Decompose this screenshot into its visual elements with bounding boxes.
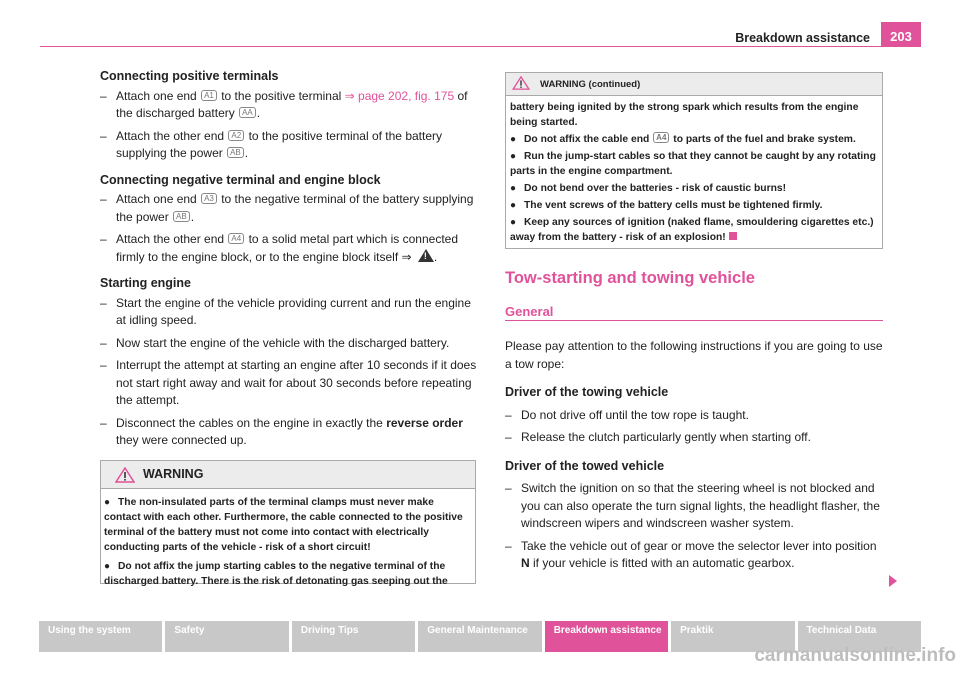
warning-header xyxy=(101,461,475,489)
step-text: . xyxy=(256,106,261,120)
marker-a4: A4 xyxy=(653,132,669,143)
subsection-rule xyxy=(505,320,883,321)
page-number xyxy=(881,22,921,47)
step-towed-2 xyxy=(505,538,883,573)
warning-title: WARNING xyxy=(143,467,204,481)
marker-a4: A4 xyxy=(228,233,244,244)
warning-bullet: ● The vent screws of the battery cells must be tightened firmly. xyxy=(510,200,823,211)
step-text: Attach the other end xyxy=(116,128,225,143)
step-towed-1: – Switch the ignition on so that the steering wheel is not blocked and you can also operate the turn signal lights, the headlight flasher, the windscreen wipers and windscreen washer system. xyxy=(505,480,883,533)
marker-ab: AB xyxy=(227,147,244,158)
footer-tab-technical-data[interactable]: Technical Data xyxy=(798,621,921,652)
step-emphasis: N xyxy=(521,556,530,570)
page-number-text: 203 xyxy=(890,29,912,44)
step-text: . xyxy=(190,209,195,224)
warning-text: Run the jump-start cables so that they cannot be caught by any rotating parts in the engine compartment. xyxy=(510,151,876,177)
footer-tab-general-maintenance[interactable]: General Maintenance xyxy=(418,621,541,652)
step-text: . xyxy=(433,249,438,264)
warning-text: Do not bend over the batteries - risk of caustic burns! xyxy=(524,183,787,194)
warning-bullet: ● Do not affix the cable end A4 to parts of the fuel and brake system. xyxy=(510,133,856,145)
warning-bullet: ● Do not affix the jump starting cables to the negative terminal of the discharged battery. There is the risk of detonating gas seeping out the xyxy=(104,561,448,587)
footer-tab-driving-tips[interactable]: Driving Tips xyxy=(292,621,415,652)
warning-continued-header xyxy=(506,73,882,96)
marker-a1: A1 xyxy=(201,90,217,101)
warning-continued-title: WARNING (continued) xyxy=(540,78,641,90)
marker-a2: A2 xyxy=(228,130,244,141)
heading-towed-driver: Driver of the towed vehicle xyxy=(505,458,665,473)
next-page-arrow-icon[interactable] xyxy=(889,575,897,587)
heading-starting-engine: Starting engine xyxy=(100,276,191,290)
warning-text: The non-insulated parts of the terminal clamps must never make contact with each other. Furthermore, the cable connected to the positive terminal of the battery must not come into contact with electrically conducting parts of the vehicle - risk of a short circuit! xyxy=(104,497,463,553)
step-emphasis: reverse order xyxy=(386,415,463,430)
warning-icon xyxy=(115,467,137,483)
marker-aa: AA xyxy=(239,107,256,118)
header-rule xyxy=(40,46,921,47)
arrow-icon: ⇒ xyxy=(401,249,412,264)
step-2 xyxy=(100,128,478,163)
warning-bullet: ● Keep any sources of ignition (naked flame, smouldering cigarettes etc.) away from the battery - risk of an explosion! xyxy=(510,217,874,243)
watermark: carmanualsonline.info xyxy=(754,645,956,666)
step-5: – Start the engine of the vehicle providing current and run the engine at idling speed. xyxy=(100,295,478,330)
step-text: Take the vehicle out of gear or move the selector lever into position xyxy=(521,538,877,553)
warning-text: Keep any sources of ignition (naked flame, smouldering cigarettes etc.) away from the battery - risk of an explosion! xyxy=(510,217,874,243)
footer-tab-breakdown-assistance[interactable]: Breakdown assistance xyxy=(545,621,668,652)
warning-text: Do not affix the jump starting cables to the negative terminal of the discharged battery. There is the risk of detonating gas seeping out the xyxy=(104,561,448,587)
warning-icon[interactable] xyxy=(418,249,434,262)
page-link-text: page 202, fig. 175 xyxy=(358,88,455,103)
right-body xyxy=(505,338,883,573)
page-link[interactable] xyxy=(345,89,455,103)
warning-continued-box xyxy=(505,72,883,249)
warning-bullet: ● The non-insulated parts of the terminal clamps must never make contact with each other. Furthermore, the cable connected to the positive terminal of the battery must not come into contact with electrically conducting parts of the vehicle - risk of a short circuit! xyxy=(104,497,463,553)
step-text: if your vehicle is fitted with an automatic gearbox. xyxy=(533,556,795,570)
marker-a3: A3 xyxy=(201,193,217,204)
step-8 xyxy=(100,415,478,450)
step-towing-2: – Release the clutch particularly gently when starting off. xyxy=(505,429,883,447)
warning-icon xyxy=(512,76,534,92)
footer-tab-safety[interactable]: Safety xyxy=(165,621,288,652)
warning-text: The vent screws of the battery cells must be tightened firmly. xyxy=(524,200,823,211)
footer-tab-praktik[interactable]: Praktik xyxy=(671,621,794,652)
step-text: . xyxy=(244,146,249,160)
intro-text: Please pay attention to the following instructions if you are going to use a tow rope: xyxy=(505,339,883,371)
heading-towing-driver: Driver of the towing vehicle xyxy=(505,385,669,399)
step-4 xyxy=(100,231,478,266)
step-3 xyxy=(100,191,478,226)
heading-negative-terminal: Connecting negative terminal and engine block xyxy=(100,172,381,187)
step-text: to the positive terminal of the battery supplying the power xyxy=(116,128,442,160)
marker-ab: AB xyxy=(173,211,190,222)
warning-box xyxy=(100,460,476,587)
step-text: of the discharged battery xyxy=(116,88,468,120)
warning-bullet: ● Do not bend over the batteries - risk of caustic burns! xyxy=(510,183,787,194)
footer-tab-using-system[interactable]: Using the system xyxy=(39,621,162,652)
warning-text: battery being ignited by the strong spark which results from the engine being started. xyxy=(510,102,859,128)
step-text: Disconnect the cables on the engine in exactly the xyxy=(116,415,383,430)
step-text: they were connected up. xyxy=(116,433,247,447)
step-text: Attach the other end xyxy=(116,232,225,246)
arrow-icon: ⇒ xyxy=(344,88,355,103)
warning-text: Do not affix the cable end xyxy=(524,134,650,145)
step-text: Attach one end xyxy=(116,192,197,206)
step-towing-1: – Do not drive off until the tow rope is taught. xyxy=(505,407,883,425)
step-6: – Now start the engine of the vehicle with the discharged battery. xyxy=(100,335,478,353)
warning-text: to parts of the fuel and brake system. xyxy=(673,134,856,145)
step-text: to the negative terminal of the battery supplying the power xyxy=(116,192,474,224)
header-title: Breakdown assistance xyxy=(735,31,870,45)
section-title: Tow-starting and towing vehicle xyxy=(505,269,755,287)
step-text: Attach one end xyxy=(116,88,197,103)
step-text: to the positive terminal xyxy=(221,88,342,103)
step-1 xyxy=(100,88,478,123)
subsection-title: General xyxy=(505,304,554,319)
heading-positive-terminals: Connecting positive terminals xyxy=(100,69,279,83)
end-marker-icon xyxy=(729,232,737,240)
step-text: to a solid metal part which is connected firmly to the engine block, or to the engine block itself xyxy=(116,232,459,264)
left-column xyxy=(100,68,478,450)
step-7: – Interrupt the attempt at starting an engine after 10 seconds if it does not start right away and wait for about 30 seconds before repeating the attempt. xyxy=(100,357,478,410)
warning-bullet: ● Run the jump-start cables so that they cannot be caught by any rotating parts in the engine compartment. xyxy=(510,151,876,177)
